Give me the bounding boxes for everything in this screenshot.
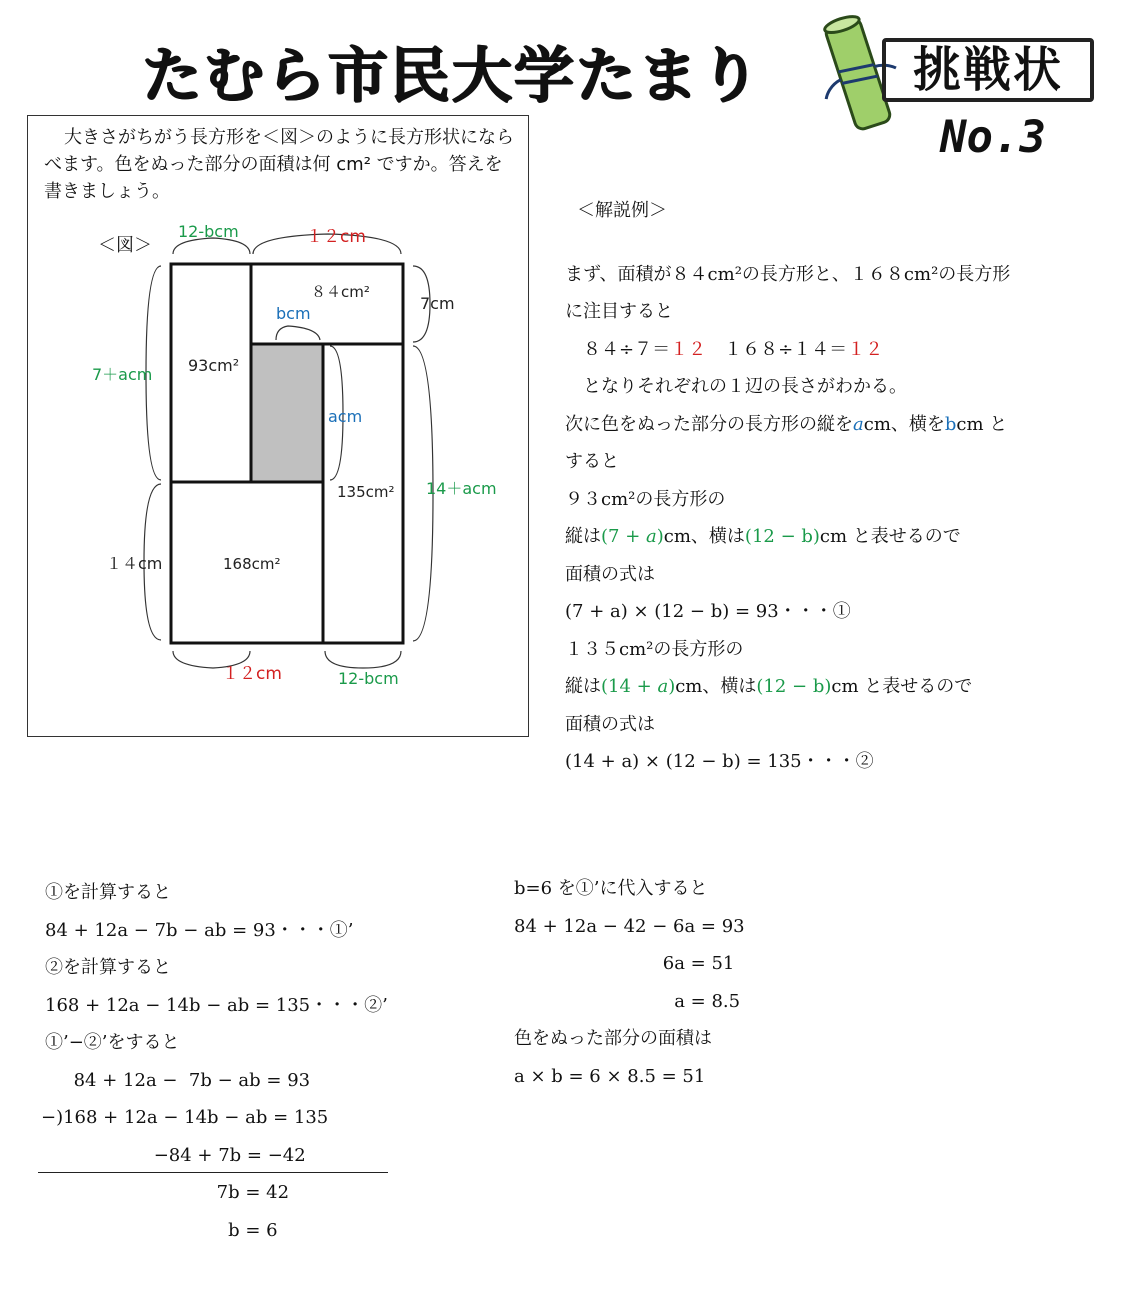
calc-line: a × b = 6 × 8.5 = 51 (514, 1065, 706, 1087)
label-bottom-right-width: 12-bcm (338, 669, 399, 688)
issue-number: No.3 (940, 112, 1046, 163)
solution-line: 面積の式は (565, 563, 655, 585)
label-top-left-width: 12-bcm (178, 222, 239, 241)
label-right-height: 14＋acm (426, 479, 497, 498)
label-top-right-width: １２cm (306, 227, 366, 247)
label-area-135: 135cm² (337, 483, 395, 501)
challenge-badge: 挑戦状 (882, 38, 1094, 102)
label-area-93: 93cm² (188, 356, 240, 375)
calc-line: a = 8.5 (514, 990, 741, 1012)
solution-line: ８４÷７＝１２ １６８÷１４＝１２ (565, 338, 884, 360)
brace (276, 326, 320, 340)
label-height-14: １４cm (106, 554, 163, 573)
solution-line: ９３cm²の長方形の (565, 488, 726, 510)
label-area-84: ８４cm² (311, 283, 370, 301)
calc-line: 84 + 12a − 7b − ab = 93 (45, 1069, 311, 1091)
label-bottom-left-width: １２cm (222, 664, 282, 684)
calc-line: 6a = 51 (514, 953, 735, 974)
solution-line: (7 + a) × (12 − b) = 93・・・① (565, 601, 851, 622)
rectangle-figure (28, 116, 530, 738)
solution-section (565, 192, 1105, 781)
calc-line: b=6 を①’に代入すると (514, 878, 708, 899)
figure-label: ＜図＞ (98, 235, 152, 256)
label-area-168: 168cm² (223, 555, 281, 573)
shaded-rectangle (251, 344, 323, 482)
calc-line: 168 + 12a − 14b − ab = 135・・・②’ (45, 994, 388, 1016)
solution-line: 面積の式は (565, 713, 655, 735)
label-left-height: 7＋acm (92, 365, 153, 384)
calc-line: 84 + 12a − 42 − 6a = 93 (514, 915, 745, 937)
label-a-height: acm (328, 407, 363, 426)
calc-line: −84 + 7b = −42 (45, 1144, 306, 1166)
solution-line: に注目すると (565, 301, 673, 322)
brace (325, 651, 401, 668)
solution-line: １３５cm²の長方形の (565, 638, 744, 660)
label-height-7: 7cm (420, 294, 455, 313)
calc-line: 84 + 12a − 7b − ab = 93・・・①’ (45, 919, 354, 941)
solution-line: 縦は(7 + a)cm、横は(12 − b)cm と表せるので (565, 526, 961, 547)
calc-line: b = 6 (45, 1219, 278, 1241)
calc-line: 7b = 42 (45, 1182, 290, 1203)
page-title: たむら市民大学たまり (142, 41, 762, 111)
calc-line: ①’−②’をすると (45, 1032, 180, 1053)
calculation-left (41, 874, 445, 1249)
problem-box (27, 115, 529, 737)
calc-line: ②を計算すると (45, 957, 171, 978)
solution-line: 縦は(14 + a)cm、横は(12 − b)cm と表せるので (565, 676, 973, 697)
solution-line: まず、面積が８４cm²の長方形と、１６８cm²の長方形 (565, 263, 1011, 285)
problem-text: 大きさがちがう長方形を＜図＞のように長方形状にならべます。色をぬった部分の面積は何 cm² ですか。答えを書きましょう。 (44, 127, 514, 202)
calc-line: ①を計算すると (45, 882, 171, 903)
solution-line: (14 + a) × (12 − b) = 135・・・② (565, 751, 874, 772)
solution-line: となりそれぞれの１辺の長さがわかる。 (565, 376, 907, 397)
subtraction-line (38, 1172, 388, 1173)
calc-line: −)168 + 12a − 14b − ab = 135 (41, 1107, 329, 1128)
solution-heading: ＜解説例＞ (577, 200, 667, 221)
calc-line: 色をぬった部分の面積は (514, 1028, 712, 1049)
solution-line: 次に色をぬった部分の長方形の縦をacm、横をbcm と (565, 413, 1008, 435)
solution-line: すると (565, 451, 619, 472)
label-b-width: bcm (276, 304, 311, 323)
calculation-right (514, 870, 914, 1095)
